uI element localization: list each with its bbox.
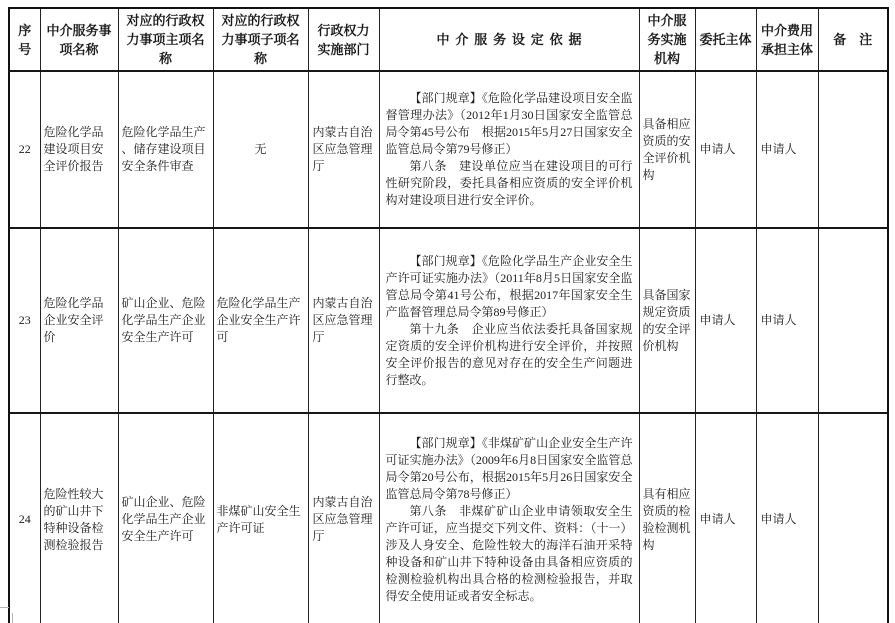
cell-seq: 24 bbox=[9, 413, 40, 623]
basis-paragraph-2: 第十九条 企业应当依法委托具备国家规定资质的安全评价机构进行安全评价，并按照安全评价报告的意见对存在的安全生产问题进行整改。 bbox=[385, 321, 633, 387]
cell-fee-bearer: 申请人 bbox=[756, 413, 818, 623]
cell-seq: 22 bbox=[9, 71, 40, 228]
cell-main-item: 矿山企业、危险化学品生产企业安全生产许可 bbox=[118, 413, 213, 623]
cell-main-item: 危险化学品生产、储存建设项目安全条件审查 bbox=[118, 71, 213, 228]
cell-department: 内蒙古自治区应急管理厅 bbox=[308, 71, 379, 228]
cell-service-name: 危险化学品建设项目安全评价报告 bbox=[40, 71, 118, 228]
cell-remark bbox=[818, 228, 888, 413]
col-header-sub-item: 对应的行政权力事项子项名称 bbox=[213, 8, 308, 71]
cell-basis bbox=[379, 413, 639, 623]
header-row bbox=[9, 8, 888, 71]
cell-basis bbox=[379, 71, 639, 228]
intermediary-service-table bbox=[8, 7, 889, 623]
col-header-basis: 中介服务设定依据 bbox=[379, 8, 639, 71]
page-margin-mark-horizontal bbox=[0, 607, 9, 608]
col-header-service-name: 中介服务事项名称 bbox=[40, 8, 118, 71]
cell-sub-item: 非煤矿山安全生产许可证 bbox=[213, 413, 308, 623]
table-row-22 bbox=[9, 71, 888, 228]
table-row-23 bbox=[9, 228, 888, 413]
page-margin-mark-vertical bbox=[12, 613, 13, 623]
cell-service-name: 危险性较大的矿山井下特种设备检测检验报告 bbox=[40, 413, 118, 623]
col-header-fee-bearer: 中介费用承担主体 bbox=[756, 8, 818, 71]
col-header-principal: 委托主体 bbox=[695, 8, 756, 71]
cell-basis bbox=[379, 228, 639, 413]
table-row-24 bbox=[9, 413, 888, 623]
cell-main-item: 矿山企业、危险化学品生产企业安全生产许可 bbox=[118, 228, 213, 413]
cell-department: 内蒙古自治区应急管理厅 bbox=[308, 413, 379, 623]
cell-fee-bearer: 申请人 bbox=[756, 228, 818, 413]
col-header-agency: 中介服务实施机构 bbox=[639, 8, 695, 71]
basis-paragraph-1: 【部门规章】《非煤矿矿山企业安全生产许可证实施办法》（2009年6月8日国家安全监管总局令第20号公布，根据2015年5月26日国家安全监管总局令第78号修正） bbox=[385, 435, 633, 501]
cell-remark bbox=[818, 71, 888, 228]
col-header-remark: 备 注 bbox=[818, 8, 888, 71]
cell-agency: 具备国家规定资质的安全评价机构 bbox=[639, 228, 695, 413]
basis-paragraph-2: 第八条 建设单位应当在建设项目的可行性研究阶段，委托具备相应资质的安全评价机构对建设项目进行安全评价。 bbox=[385, 159, 633, 207]
cell-principal: 申请人 bbox=[695, 71, 756, 228]
cell-agency: 具备相应资质的安全评价机构 bbox=[639, 71, 695, 228]
cell-fee-bearer: 申请人 bbox=[756, 71, 818, 228]
cell-principal: 申请人 bbox=[695, 413, 756, 623]
basis-paragraph-2: 第八条 非煤矿矿山企业申请领取安全生产许可证，应当提交下列文件、资料：（十一）涉及人身安全、危险性较大的海洋石油开采特种设备和矿山井下特种设备由具备相应资质的检测检验机构出具合格的检测检验报告，并取得安全使用证或者安全标志。 bbox=[385, 503, 633, 603]
cell-sub-item: 危险化学品生产企业安全生产许可 bbox=[213, 228, 308, 413]
col-header-department: 行政权力实施部门 bbox=[308, 8, 379, 71]
basis-paragraph-1: 【部门规章】《危险化学品建设项目安全监督管理办法》（2012年1月30日国家安全监管总局令第45号公布 根据2015年5月27日国家安全监管总局令第79号修正） bbox=[385, 91, 633, 156]
col-header-main-item: 对应的行政权力事项主项名称 bbox=[118, 8, 213, 71]
cell-agency: 具有相应资质的检验检测机构 bbox=[639, 413, 695, 623]
cell-seq: 23 bbox=[9, 228, 40, 413]
col-header-seq: 序号 bbox=[9, 8, 40, 71]
cell-remark bbox=[818, 413, 888, 623]
cell-service-name: 危险化学品企业安全评价 bbox=[40, 228, 118, 413]
cell-sub-item: 无 bbox=[213, 71, 308, 228]
cell-department: 内蒙古自治区应急管理厅 bbox=[308, 228, 379, 413]
basis-paragraph-1: 【部门规章】《危险化学品生产企业安全生产许可证实施办法》（2011年8月5日国家安全监管总局令第41号公布，根据2017年国家安全生产监督管理总局令第89号修正） bbox=[385, 253, 633, 319]
cell-principal: 申请人 bbox=[695, 228, 756, 413]
